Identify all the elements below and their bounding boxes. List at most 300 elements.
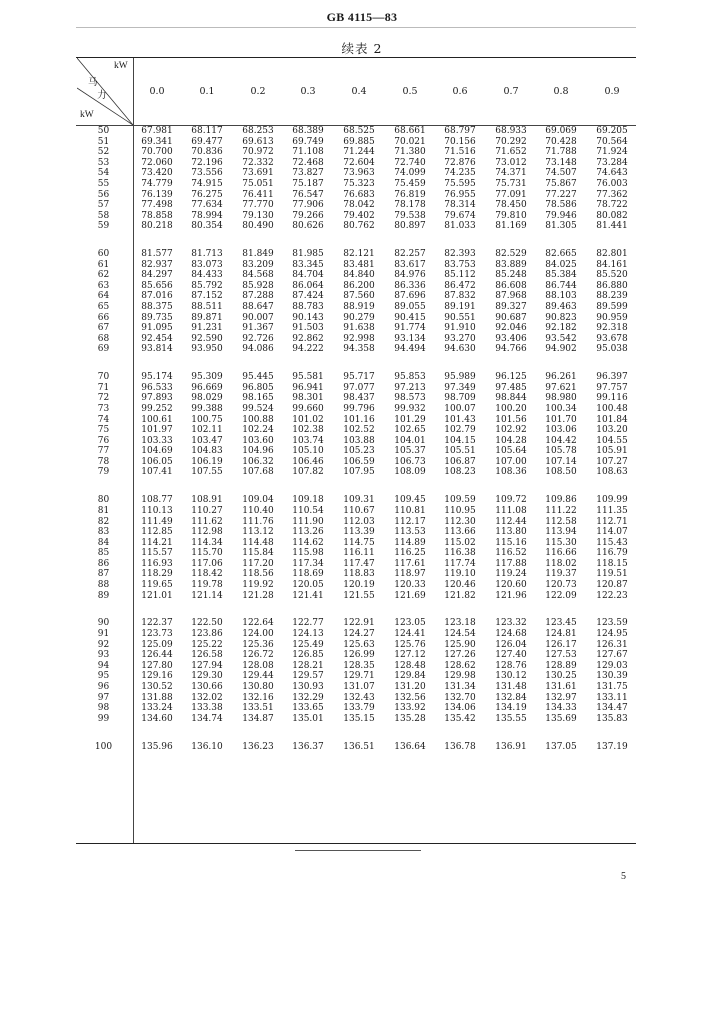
- table-cell: 99.252: [141, 403, 173, 414]
- row-label: 62: [97, 270, 110, 281]
- table-cell: 128.08: [242, 660, 274, 671]
- table-cell: 90.007: [242, 312, 274, 323]
- table-cell: 121.41: [292, 590, 324, 601]
- table-cell: 110.81: [394, 505, 426, 516]
- table-cell: 105.64: [495, 446, 527, 457]
- table-cell: 117.47: [343, 558, 375, 569]
- row-label: 90: [97, 618, 110, 629]
- table-row: [0, 158, 724, 169]
- table-cell: 108.77: [141, 495, 173, 506]
- table-cell: 91.095: [141, 323, 173, 334]
- table-row: [0, 671, 724, 682]
- table-cell: 104.42: [545, 435, 577, 446]
- table-cell: 127.94: [191, 660, 223, 671]
- table-cell: 101.16: [343, 414, 375, 425]
- table-cell: 82.393: [444, 249, 476, 260]
- table-cell: 100.07: [444, 403, 476, 414]
- table-cell: 107.68: [242, 467, 274, 478]
- table-cell: 125.63: [343, 639, 375, 650]
- table-cell: 135.28: [394, 713, 426, 724]
- table-cell: 81.169: [495, 221, 527, 232]
- table-cell: 126.85: [292, 650, 324, 661]
- row-label: 98: [97, 703, 110, 713]
- table-cell: 80.626: [292, 221, 324, 232]
- table-cell: 92.862: [292, 333, 324, 344]
- table-cell: 71.108: [292, 147, 324, 158]
- table-cell: 103.06: [545, 425, 577, 436]
- table-row: [0, 323, 724, 334]
- table-cell: 124.95: [596, 629, 628, 639]
- table-cell: 80.218: [141, 221, 173, 232]
- table-cell: 130.52: [141, 681, 173, 692]
- table-row: [0, 495, 724, 506]
- table-cell: 120.87: [596, 579, 628, 590]
- table-cell: 131.34: [444, 681, 476, 692]
- column-header: 0.8: [553, 86, 569, 97]
- table-cell: 123.86: [191, 629, 223, 639]
- table-cell: 70.156: [444, 136, 476, 147]
- row-label: 93: [97, 650, 110, 661]
- table-cell: 69.069: [545, 126, 577, 136]
- table-cell: 109.86: [545, 495, 577, 506]
- table-row: [0, 548, 724, 559]
- table-row: [0, 126, 724, 137]
- row-label: 56: [97, 189, 110, 200]
- table-cell: 68.389: [292, 126, 324, 136]
- table-cell: 79.402: [343, 210, 375, 221]
- table-cell: 133.11: [596, 692, 628, 703]
- table-cell: 115.70: [191, 548, 223, 559]
- table-cell: 99.116: [596, 393, 628, 404]
- column-header: 0.3: [300, 86, 316, 97]
- table-cell: 114.21: [141, 537, 173, 548]
- table-cell: 134.47: [596, 703, 628, 713]
- table-cell: 84.704: [292, 270, 324, 281]
- table-cell: 68.117: [191, 126, 223, 136]
- table-cell: 106.46: [292, 456, 324, 467]
- table-cell: 135.83: [596, 713, 628, 724]
- table-cell: 113.94: [545, 527, 577, 537]
- table-cell: 73.827: [292, 168, 324, 179]
- table-cell: 82.665: [545, 249, 577, 260]
- table-cell: 126.72: [242, 650, 274, 661]
- table-cell: 128.35: [343, 660, 375, 671]
- table-cell: 102.65: [394, 425, 426, 436]
- table-cell: 76.003: [596, 178, 628, 189]
- table-cell: 90.823: [545, 312, 577, 323]
- table-cell: 90.959: [596, 312, 628, 323]
- table-cell: 109.18: [292, 495, 324, 506]
- table-cell: 111.35: [596, 505, 628, 516]
- table-cell: 129.03: [596, 660, 628, 671]
- table-cell: 89.327: [495, 302, 527, 312]
- table-cell: 84.297: [141, 270, 173, 281]
- table-cell: 92.998: [343, 333, 375, 344]
- row-label: 82: [97, 516, 110, 527]
- table-cell: 86.472: [444, 280, 476, 291]
- table-cell: 78.586: [545, 200, 577, 211]
- table-cell: 108.23: [444, 467, 476, 478]
- table-cell: 74.643: [596, 168, 628, 179]
- table-cell: 124.13: [292, 629, 324, 639]
- table-cell: 116.38: [444, 548, 476, 559]
- table-cell: 131.48: [495, 681, 527, 692]
- table-cell: 109.45: [394, 495, 426, 506]
- table-cell: 127.53: [545, 650, 577, 661]
- table-cell: 86.880: [596, 280, 628, 291]
- table-cell: 129.16: [141, 671, 173, 682]
- row-label: 55: [97, 178, 110, 189]
- table-cell: 95.989: [444, 372, 476, 383]
- table-cell: 95.445: [242, 372, 274, 383]
- table-cell: 78.858: [141, 210, 173, 221]
- table-cell: 85.656: [141, 280, 173, 291]
- table-cell: 93.134: [394, 333, 426, 344]
- table-cell: 132.29: [292, 692, 324, 703]
- table-cell: 80.082: [596, 210, 628, 221]
- table-cell: 71.788: [545, 147, 577, 158]
- table-cell: 93.950: [191, 344, 223, 355]
- row-label: 73: [97, 403, 110, 414]
- row-label: 63: [97, 280, 110, 291]
- table-cell: 132.16: [242, 692, 274, 703]
- table-cell: 120.19: [343, 579, 375, 590]
- table-cell: 74.915: [191, 178, 223, 189]
- table-cell: 133.38: [191, 703, 223, 713]
- table-cell: 109.72: [495, 495, 527, 506]
- table-cell: 88.919: [343, 302, 375, 312]
- table-row: [0, 372, 724, 383]
- row-label: 76: [97, 435, 110, 446]
- table-cell: 104.15: [444, 435, 476, 446]
- table-cell: 102.79: [444, 425, 476, 436]
- row-label: 69: [97, 344, 110, 355]
- table-cell: 81.985: [292, 249, 324, 260]
- table-row: [0, 457, 724, 468]
- table-cell: 123.45: [545, 618, 577, 629]
- table-cell: 86.608: [495, 280, 527, 291]
- table-cell: 121.82: [444, 590, 476, 601]
- table-cell: 115.84: [242, 548, 274, 559]
- table-cell: 93.814: [141, 344, 173, 355]
- table-cell: 121.55: [343, 590, 375, 601]
- table-cell: 111.90: [292, 516, 324, 527]
- table-cell: 72.196: [191, 157, 223, 168]
- table-cell: 89.463: [545, 302, 577, 312]
- table-cell: 102.92: [495, 425, 527, 436]
- table-cell: 105.23: [343, 446, 375, 457]
- table-cell: 120.33: [394, 579, 426, 590]
- table-cell: 110.95: [444, 505, 476, 516]
- row-label: 52: [97, 147, 110, 158]
- table-row: [0, 446, 724, 457]
- table-cell: 72.876: [444, 157, 476, 168]
- table-cell: 111.49: [141, 516, 173, 527]
- table-row: [0, 580, 724, 591]
- standard-number: GB 4115—83: [326, 10, 398, 24]
- table-cell: 83.345: [292, 259, 324, 270]
- row-label: 97: [97, 692, 110, 703]
- table-cell: 85.792: [191, 280, 223, 291]
- table-cell: 117.74: [444, 558, 476, 569]
- table-cell: 126.17: [545, 639, 577, 650]
- table-cell: 98.709: [444, 393, 476, 404]
- table-cell: 120.60: [495, 579, 527, 590]
- table-cell: 70.700: [141, 147, 173, 158]
- table-cell: 122.09: [545, 590, 577, 601]
- row-label: 66: [97, 312, 110, 323]
- table-cell: 132.56: [394, 692, 426, 703]
- table-row: [0, 517, 724, 528]
- column-header: 0.0: [149, 86, 165, 97]
- table-cell: 117.61: [394, 558, 426, 569]
- table-cell: 110.13: [141, 505, 173, 516]
- table-cell: 90.143: [292, 312, 324, 323]
- table-cell: 71.652: [495, 147, 527, 158]
- table-cell: 74.099: [394, 168, 426, 179]
- table-cell: 77.770: [242, 200, 274, 211]
- table-cell: 135.42: [444, 713, 476, 724]
- table-cell: 119.37: [545, 569, 577, 580]
- table-row: [0, 415, 724, 426]
- header-rule: [76, 27, 636, 28]
- corner-unit-top: kW: [114, 61, 128, 71]
- table-cell: 112.17: [394, 516, 426, 527]
- table-cell: 124.68: [495, 629, 527, 639]
- table-cell: 135.15: [343, 713, 375, 724]
- table-top-rule: [76, 57, 636, 58]
- table-cell: 128.62: [444, 660, 476, 671]
- table-cell: 126.44: [141, 650, 173, 661]
- table-cell: 87.016: [141, 291, 173, 302]
- table-cell: 99.796: [343, 403, 375, 414]
- table-cell: 130.12: [495, 671, 527, 682]
- table-cell: 116.52: [495, 548, 527, 559]
- table-cell: 75.187: [292, 178, 324, 189]
- table-row: [0, 682, 724, 693]
- table-row: [0, 221, 724, 232]
- table-cell: 122.50: [191, 618, 223, 629]
- table-cell: 82.121: [343, 249, 375, 260]
- table-cell: 123.59: [596, 618, 628, 629]
- table-cell: 77.227: [545, 189, 577, 200]
- table-cell: 132.70: [444, 692, 476, 703]
- table-cell: 127.12: [394, 650, 426, 661]
- table-cell: 122.23: [596, 590, 628, 601]
- table-cell: 72.332: [242, 157, 274, 168]
- table-cell: 116.11: [343, 548, 375, 559]
- table-cell: 83.889: [495, 259, 527, 270]
- table-cell: 112.85: [141, 527, 173, 537]
- table-cell: 128.76: [495, 660, 527, 671]
- table-cell: 133.24: [141, 703, 173, 713]
- table-cell: 83.753: [444, 259, 476, 270]
- table-cell: 130.80: [242, 681, 274, 692]
- table-cell: 86.336: [394, 280, 426, 291]
- table-cell: 73.691: [242, 168, 274, 179]
- table-cell: 94.902: [545, 344, 577, 355]
- table-cell: 116.93: [141, 558, 173, 569]
- table-cell: 107.41: [141, 467, 173, 478]
- row-label: 64: [97, 291, 110, 302]
- table-cell: 96.805: [242, 382, 274, 393]
- row-label: 65: [97, 302, 110, 312]
- table-cell: 133.79: [343, 703, 375, 713]
- table-cell: 120.46: [444, 579, 476, 590]
- table-cell: 109.31: [343, 495, 375, 506]
- row-label: 51: [97, 136, 110, 147]
- table-cell: 121.96: [495, 590, 527, 601]
- table-cell: 74.779: [141, 178, 173, 189]
- table-cell: 69.341: [141, 136, 173, 147]
- table-cell: 101.56: [495, 414, 527, 425]
- table-cell: 131.07: [343, 681, 375, 692]
- row-label: 100: [94, 741, 113, 752]
- table-cell: 116.25: [394, 548, 426, 559]
- row-label: 86: [97, 558, 110, 569]
- table-cell: 91.774: [394, 323, 426, 334]
- table-cell: 95.309: [191, 372, 223, 383]
- table-cell: 97.077: [343, 382, 375, 393]
- corner-label-ma: 马: [88, 77, 98, 88]
- table-cell: 108.36: [495, 467, 527, 478]
- table-row: [0, 147, 724, 158]
- row-label: 77: [97, 446, 110, 457]
- table-cell: 115.57: [141, 548, 173, 559]
- table-cell: 94.630: [444, 344, 476, 355]
- table-cell: 130.93: [292, 681, 324, 692]
- table-cell: 97.893: [141, 393, 173, 404]
- row-label: 88: [97, 579, 110, 590]
- row-label: 59: [97, 221, 110, 232]
- row-label: 87: [97, 569, 110, 580]
- row-label: 54: [97, 168, 110, 179]
- table-cell: 100.75: [191, 414, 223, 425]
- table-cell: 81.033: [444, 221, 476, 232]
- table-cell: 104.55: [596, 435, 628, 446]
- row-label: 85: [97, 548, 110, 559]
- row-label: 70: [97, 372, 110, 383]
- table-cell: 106.73: [394, 456, 426, 467]
- table-cell: 91.638: [343, 323, 375, 334]
- table-cell: 73.012: [495, 157, 527, 168]
- table-cell: 100.34: [545, 403, 577, 414]
- table-cell: 101.29: [394, 414, 426, 425]
- column-header: 0.6: [452, 86, 468, 97]
- table-cell: 78.042: [343, 200, 375, 211]
- table-caption: 续表 2: [341, 41, 383, 56]
- table-cell: 74.235: [444, 168, 476, 179]
- table-cell: 137.05: [545, 741, 577, 752]
- table-cell: 94.222: [292, 344, 324, 355]
- table-cell: 92.726: [242, 333, 274, 344]
- table-cell: 85.112: [444, 270, 476, 281]
- table-row: [0, 425, 724, 436]
- table-cell: 107.55: [191, 467, 223, 478]
- table-cell: 84.025: [545, 259, 577, 270]
- table-cell: 90.551: [444, 312, 476, 323]
- table-cell: 124.54: [444, 629, 476, 639]
- table-cell: 113.26: [292, 527, 324, 537]
- table-cell: 87.288: [242, 291, 274, 302]
- table-cell: 132.02: [191, 692, 223, 703]
- table-cell: 88.239: [596, 291, 628, 302]
- table-cell: 127.26: [444, 650, 476, 661]
- table-cell: 80.897: [394, 221, 426, 232]
- table-cell: 109.04: [242, 495, 274, 506]
- table-row: [0, 640, 724, 651]
- table-cell: 96.397: [596, 372, 628, 383]
- table-cell: 105.78: [545, 446, 577, 457]
- table-cell: 107.82: [292, 467, 324, 478]
- table-cell: 106.59: [343, 456, 375, 467]
- table-cell: 75.867: [545, 178, 577, 189]
- table-cell: 70.428: [545, 136, 577, 147]
- table-cell: 103.47: [191, 435, 223, 446]
- table-row: [0, 506, 724, 517]
- table-cell: 106.19: [191, 456, 223, 467]
- table-cell: 101.84: [596, 414, 628, 425]
- table-row: [0, 629, 724, 640]
- table-cell: 96.261: [545, 372, 577, 383]
- table-cell: 101.02: [292, 414, 324, 425]
- table-cell: 125.36: [242, 639, 274, 650]
- table-cell: 100.48: [596, 403, 628, 414]
- table-cell: 68.661: [394, 126, 426, 136]
- table-cell: 124.81: [545, 629, 577, 639]
- table-cell: 136.64: [394, 741, 426, 752]
- row-label: 80: [97, 495, 110, 506]
- table-cell: 131.88: [141, 692, 173, 703]
- row-label: 79: [97, 467, 110, 478]
- table-row: [0, 270, 724, 281]
- table-cell: 73.556: [191, 168, 223, 179]
- table-cell: 99.388: [191, 403, 223, 414]
- table-row: [0, 467, 724, 478]
- table-cell: 114.07: [596, 527, 628, 537]
- table-cell: 125.90: [444, 639, 476, 650]
- table-cell: 75.459: [394, 178, 426, 189]
- table-cell: 119.65: [141, 579, 173, 590]
- table-cell: 78.722: [596, 200, 628, 211]
- table-cell: 126.58: [191, 650, 223, 661]
- page-number: 5: [621, 871, 626, 882]
- table-cell: 80.354: [191, 221, 223, 232]
- table-cell: 92.318: [596, 323, 628, 334]
- table-cell: 88.103: [545, 291, 577, 302]
- table-cell: 97.757: [596, 382, 628, 393]
- table-cell: 91.910: [444, 323, 476, 334]
- table-cell: 136.78: [444, 741, 476, 752]
- table-row: [0, 569, 724, 580]
- table-cell: 98.844: [495, 393, 527, 404]
- table-cell: 110.40: [242, 505, 274, 516]
- table-cell: 114.34: [191, 537, 223, 548]
- table-cell: 84.568: [242, 270, 274, 281]
- table-cell: 86.744: [545, 280, 577, 291]
- table-cell: 117.88: [495, 558, 527, 569]
- column-header: 0.1: [199, 86, 215, 97]
- table-cell: 99.660: [292, 403, 324, 414]
- table-cell: 119.24: [495, 569, 527, 580]
- table-cell: 123.18: [444, 618, 476, 629]
- table-cell: 136.91: [495, 741, 527, 752]
- table-cell: 94.494: [394, 344, 426, 355]
- table-cell: 95.853: [394, 372, 426, 383]
- table-cell: 72.740: [394, 157, 426, 168]
- table-cell: 126.99: [343, 650, 375, 661]
- table-cell: 136.23: [242, 741, 274, 752]
